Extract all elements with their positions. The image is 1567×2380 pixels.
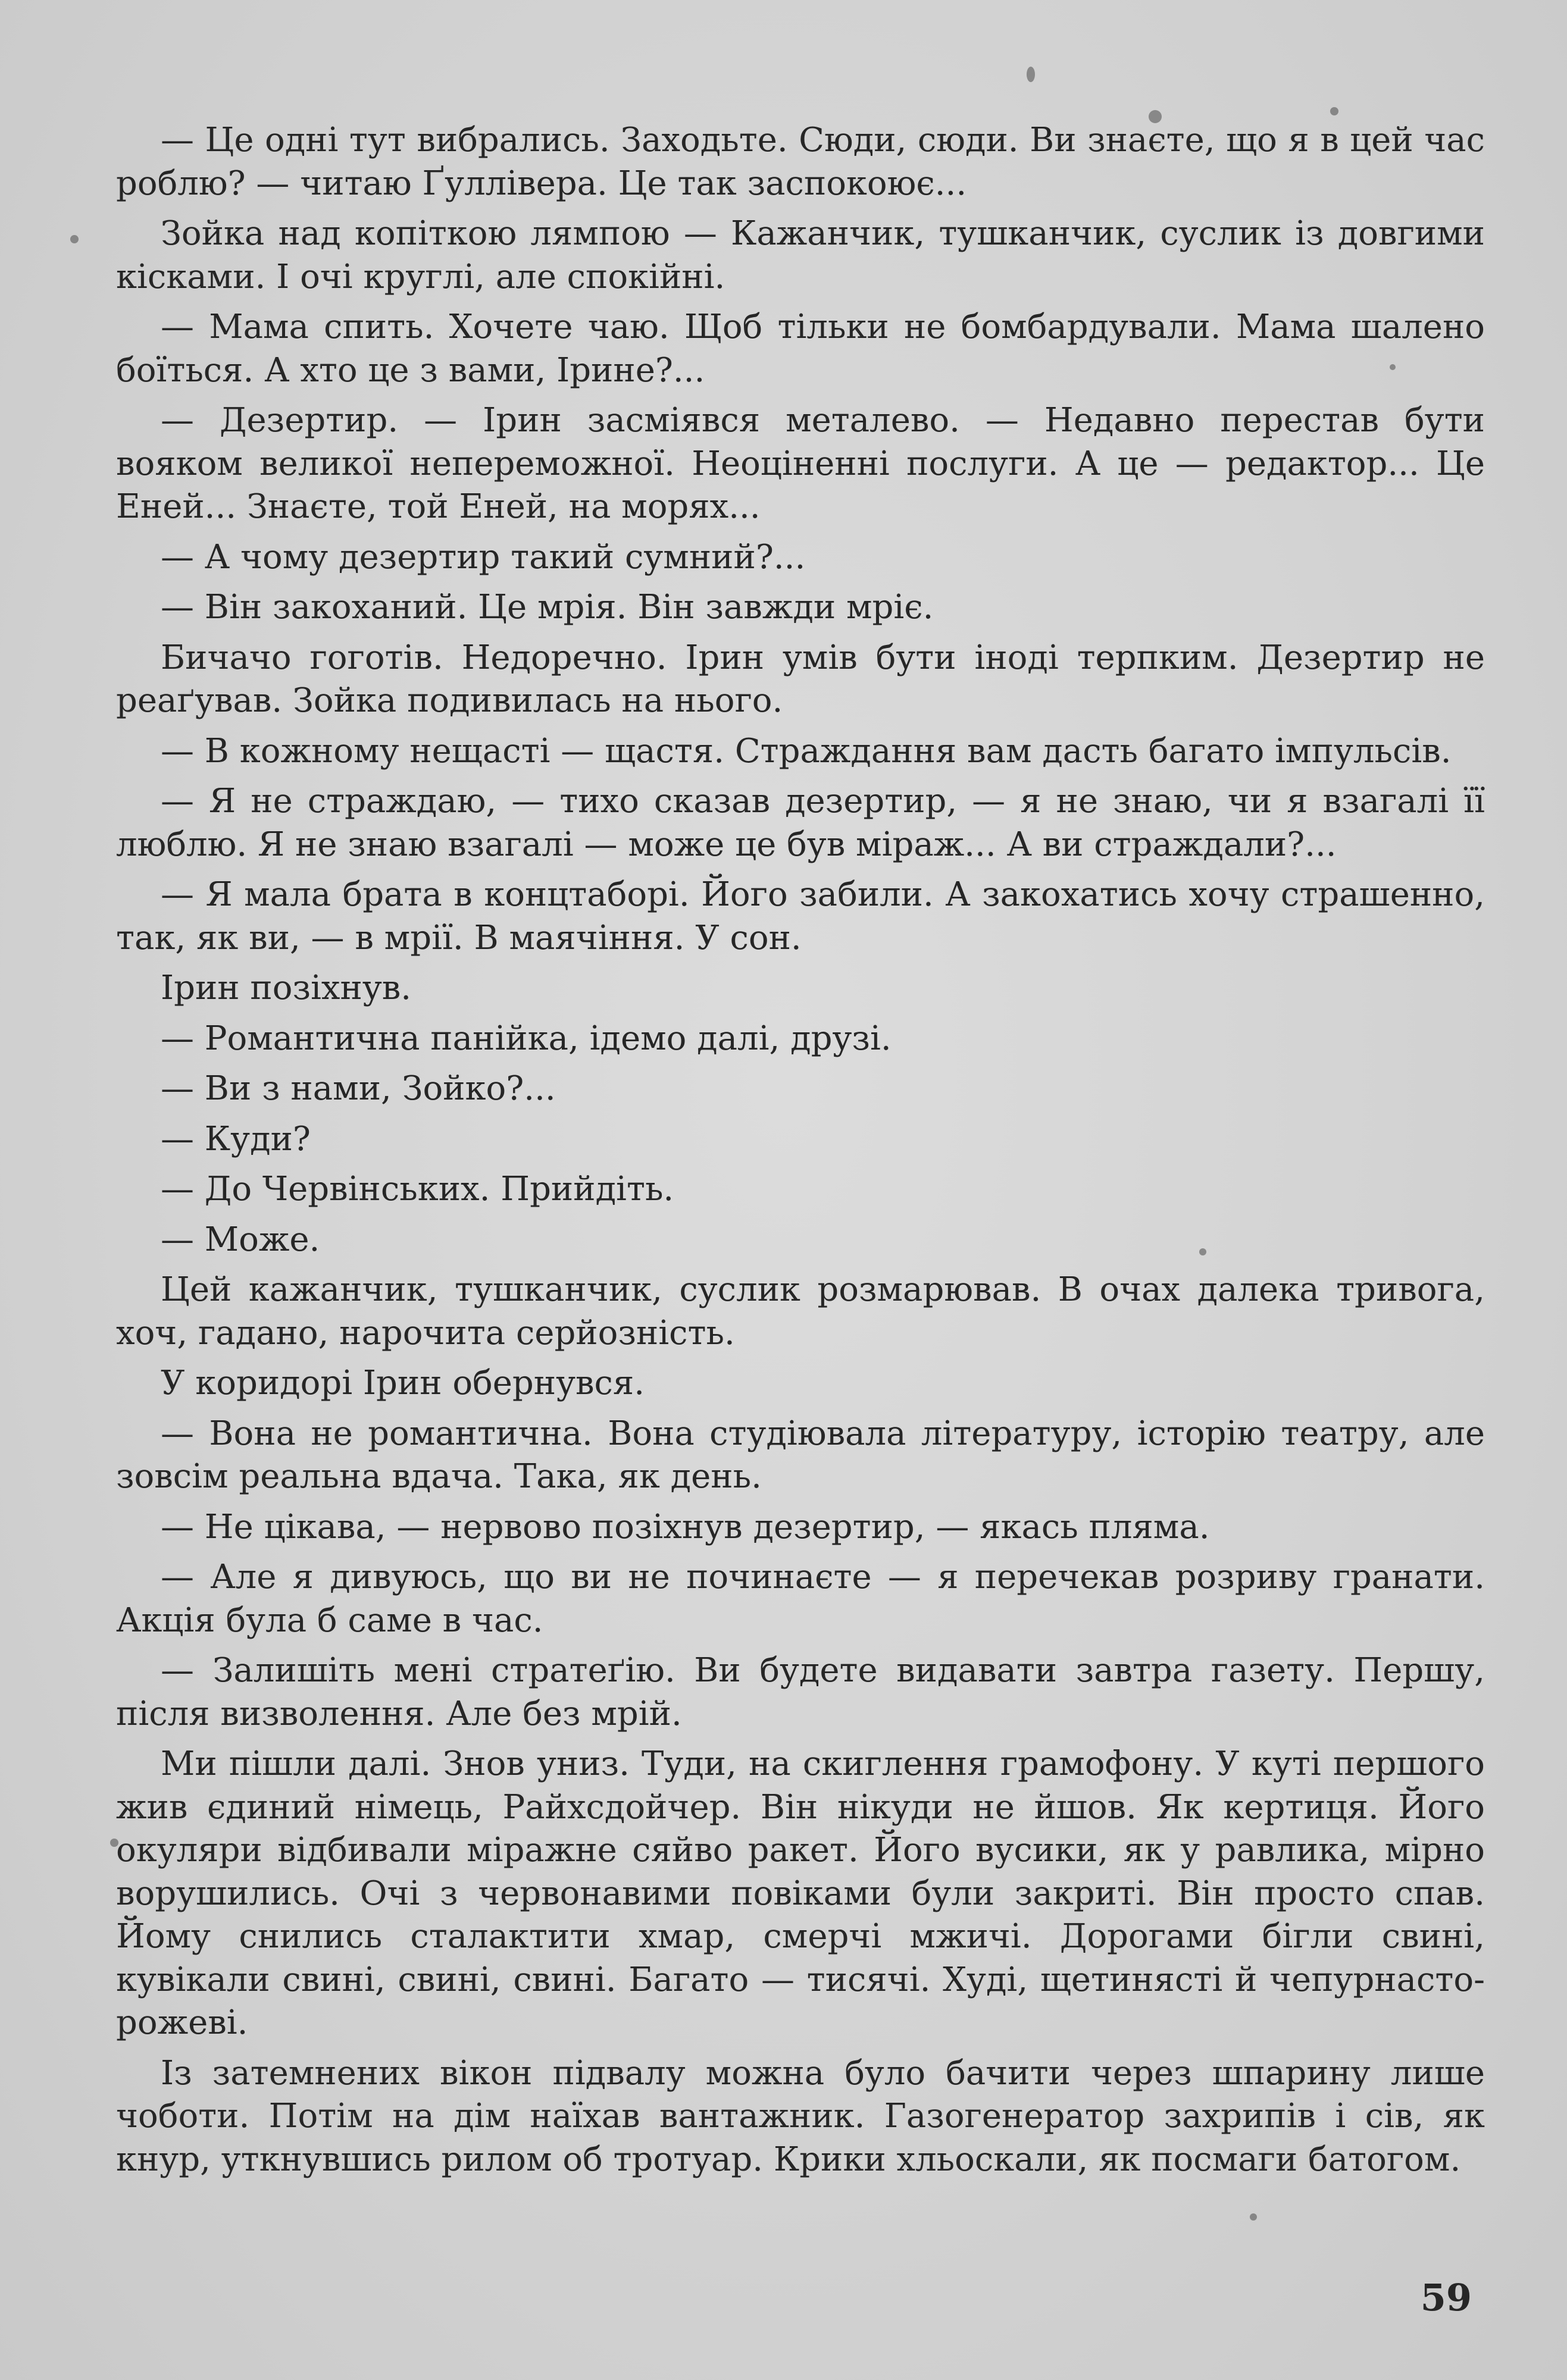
paragraph: У коридорі Ірин обернувся. bbox=[161, 1364, 645, 1402]
paragraph: — Вона не романтична. Вона студіювала літературу, історію театру, але зовсім реальна вдача. Така, як день. bbox=[116, 1414, 1485, 1496]
paper-speck bbox=[1027, 67, 1035, 82]
paragraph: Із затемнених вікон підвалу можна було бачити через шпарину лише чоботи. Потім на дім наїхав вантажник. Газогенератор захрипів і сів, як кнур, уткнувшись рилом об тротуар. Крики хльоскали, як посмаги батогом. bbox=[116, 2053, 1485, 2179]
paragraph: — Це одні тут вибрались. Заходьте. Сюди, сюди. Ви знаєте, що я в цей час роблю? — читаю Ґуллівера. Це так заспокоює... bbox=[116, 121, 1485, 203]
paragraph: — Може. bbox=[161, 1220, 320, 1259]
paragraph: — До Червінських. Прийдіть. bbox=[161, 1170, 674, 1208]
paragraph: Ми пішли далі. Знов униз. Туди, на скиглення грамофону. У куті першого жив єдиний німець, Райхсдойчер. Він нікуди не йшов. Як кертиця. Його окуляри відбивали міражне сяйво ракет. Його вусики, як у равлика, мірно ворушились. Очі з червонавими повіками були закриті. Він просто спав. Йому снились сталактити хмар, смерчі мжичі. Дорогами бігли свині, кувікали свині, свині, свині. Багато — тисячі. Худі, щетинясті й чепурнасто-рожеві. bbox=[116, 1745, 1485, 2042]
paragraph: — Залишіть мені стратеґію. Ви будете видавати завтра газету. Першу, після визволення. Але без мрій. bbox=[116, 1651, 1485, 1733]
paragraph: — Він закоханий. Це мрія. Він завжди мріє. bbox=[161, 588, 934, 627]
paragraph: Бичачо гоготів. Недоречно. Ірин умів бути іноді терпким. Дезертир не реаґував. Зойка подивилась на нього. bbox=[116, 638, 1485, 720]
paragraph: — Куди? bbox=[161, 1119, 311, 1158]
paragraph: — Я не страждаю, — тихо сказав дезертир, — я не знаю, чи я взагалі її люблю. Я не знаю взагалі — може це був міраж... А ви страждали?... bbox=[116, 782, 1485, 864]
paper-speck bbox=[1330, 107, 1338, 115]
paragraph: Ірин позіхнув. bbox=[161, 969, 412, 1007]
paragraph: Цей кажанчик, тушканчик, суслик розмарював. В очах далека тривога, хоч, гадано, нарочита серйозність. bbox=[116, 1270, 1485, 1352]
paragraph: — Не цікава, — нервово позіхнув дезертир, — якась пляма. bbox=[161, 1507, 1210, 1546]
paragraph: — В кожному нещасті — щастя. Страждання вам дасть багато імпульсів. bbox=[161, 731, 1452, 771]
paragraph: — Романтична панійка, ідемо далі, друзі. bbox=[161, 1019, 892, 1058]
paragraph: — Я мала брата в концтаборі. Його забили. А закохатись хочу страшенно, так, як ви, — в мрії. В маячіння. У сон. bbox=[116, 875, 1485, 957]
main-text bbox=[116, 119, 1485, 2188]
paragraph: — А чому дезертир такий сумний?... bbox=[161, 537, 806, 577]
paragraph: — Але я дивуюсь, що ви не починаєте — я перечекав розриву гранати. Акція була б саме в час. bbox=[116, 1558, 1485, 1640]
paragraph: Зойка над копіткою лямпою — Кажанчик, тушканчик, суслик із довгими кісками. І очі круглі, але спокійні. bbox=[116, 214, 1485, 296]
page-number: 59 bbox=[1420, 2276, 1472, 2319]
paragraph: — Ви з нами, Зойко?... bbox=[161, 1069, 556, 1108]
paragraph: — Мама спить. Хочете чаю. Щоб тільки не бомбардували. Мама шалено боїться. А хто це з вами, Ірине?... bbox=[116, 308, 1485, 390]
paragraph: — Дезертир. — Ірин засміявся металево. — Недавно перестав бути вояком великої непереможної. Неоціненні послуги. А це — редактор... Це Еней... Знаєте, той Еней, на морях... bbox=[116, 401, 1485, 526]
paper-speck bbox=[1250, 2213, 1257, 2221]
paper-speck bbox=[70, 235, 79, 243]
